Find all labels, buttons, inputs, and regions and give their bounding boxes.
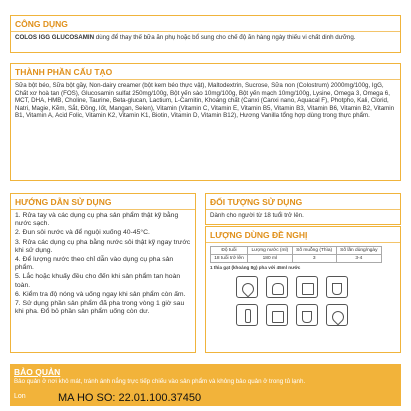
- table-cell: 180 ml: [248, 255, 293, 263]
- dosage-table: [210, 246, 382, 263]
- add-powder-icon: [236, 304, 258, 326]
- step-item: 6. Kiểm tra độ nóng và uống ngay khi sản phẩm còn ấm.: [15, 290, 186, 298]
- table-cell: 3: [292, 255, 336, 263]
- luong-dung-title: LƯỢNG DÙNG ĐỀ NGHỊ: [206, 227, 400, 243]
- table-header-cell: Lượng nước (ml): [248, 247, 293, 255]
- ma-ho-so: MA HO SO: 22.01.100.37450: [58, 392, 202, 404]
- pour-water-icon: [326, 276, 348, 298]
- thanh-phan-section: [10, 63, 401, 181]
- table-row: [211, 255, 382, 263]
- table-header-cell: Số lần dùng/ngày: [336, 247, 381, 255]
- table-cell: 3-4: [336, 255, 381, 263]
- wash-hands-icon: [236, 276, 258, 298]
- boil-water-icon: [266, 276, 288, 298]
- step-item: 5. Lắc hoặc khuấy đều cho đến khi sản phẩm tan hoàn toàn.: [15, 273, 181, 289]
- instruction-icons: [206, 272, 400, 330]
- sterilize-icon: [296, 276, 318, 298]
- table-row: [211, 247, 382, 255]
- step-item: 7. Sử dụng phần sản phẩm đã pha trong vòng 1 giờ sau khi pha. Đổ bỏ phần sản phẩm uống còn dư.: [15, 300, 185, 316]
- cong-dung-text: [11, 32, 400, 44]
- huong-dan-steps: [11, 210, 195, 319]
- luong-dung-section: [205, 226, 401, 353]
- cong-dung-title: CÔNG DỤNG: [11, 16, 400, 32]
- doi-tuong-text: Dành cho người từ 18 tuổi trở lên.: [210, 212, 304, 219]
- cong-dung-desc: dùng để thay thế bữa ăn phụ hoặc bổ sung cho chế độ ăn hàng ngày thiếu vi chất dinh dưỡng.: [94, 34, 356, 41]
- doi-tuong-section: [205, 193, 401, 225]
- thanh-phan-title: THÀNH PHẦN CẤU TẠO: [11, 64, 400, 80]
- huong-dan-section: [10, 193, 196, 353]
- step-item: 4. Để lượng nước theo chỉ dẫn vào dụng cụ pha sản phẩm.: [15, 256, 174, 272]
- bao-quan-text: Bảo quản ở nơi khô mát, tránh ánh nắng trực tiếp chiếu vào sản phẩm và không bảo quản ở trong tủ lạnh.: [14, 378, 306, 385]
- shake-icon: [266, 304, 288, 326]
- discard-icon: [326, 304, 348, 326]
- check-temperature-icon: [296, 304, 318, 326]
- table-cell: 18 tuổi trở lên: [211, 255, 248, 263]
- doi-tuong-title: ĐỐI TƯỢNG SỬ DỤNG: [206, 194, 400, 210]
- table-note: 1 thìa gạt (khoảng 8g) pha với 45ml nước: [210, 265, 301, 270]
- step-item: 2. Đun sôi nước và để nguội xuống 40-45°C.: [15, 229, 150, 237]
- lon-label: Lon: [14, 393, 26, 400]
- step-item: 3. Rửa các dụng cụ pha bằng nước sôi thật kỹ ngay trước khi sử dụng.: [15, 238, 191, 254]
- product-name: COLOS IGG GLUCOSAMIN: [15, 34, 95, 41]
- table-header-cell: Độ tuổi: [211, 247, 248, 255]
- table-header-cell: Số muỗng (Thìa): [292, 247, 336, 255]
- step-item: 1. Rửa tay và các dụng cụ pha sản phẩm thật kỹ bằng nước sạch.: [15, 212, 179, 228]
- cong-dung-section: [10, 15, 401, 53]
- huong-dan-title: HƯỚNG DẪN SỬ DỤNG: [11, 194, 195, 210]
- thanh-phan-text: Sữa bột béo, Sữa bột gầy, Non-dairy creamer (bột kem béo thực vật), Maltodextrin, Sucrose, Sữa non (Colostrum) 2000mg/100g, IgG, Chất xơ hoà tan (FOS), Glucosamin sulfat 250mg/100g, Bột yến sào 10mg/100g, Bột yến mạch 10mg/100g, Lysine, Omega 3, Omega 6, MCT, DHA, HMB, Choline, Taurine, Beta-glucan, Lactium, L-Carnitin, Khoáng chất (Canxi (Canxi nano, Aquacal F), Photpho, Kali, Clorid, Natri, Magie, Kẽm, Sắt, Đồng, Iốt, Mangan, Selen), Vitamin (Vitamin C, Vitamin E, Vitamin B5, Vitamin B3, Vitamin B6, Vitamin B2, Vitamin B1, Vitamin A, Acid Folic, Vitamin K2, Vitamin K1, Biotin, Vitamin D, Vitamin B12), Hương Vanilla tổng hợp dùng trong thực phẩm.: [15, 82, 395, 120]
- bao-quan-title: BẢO QUẢN: [14, 367, 61, 377]
